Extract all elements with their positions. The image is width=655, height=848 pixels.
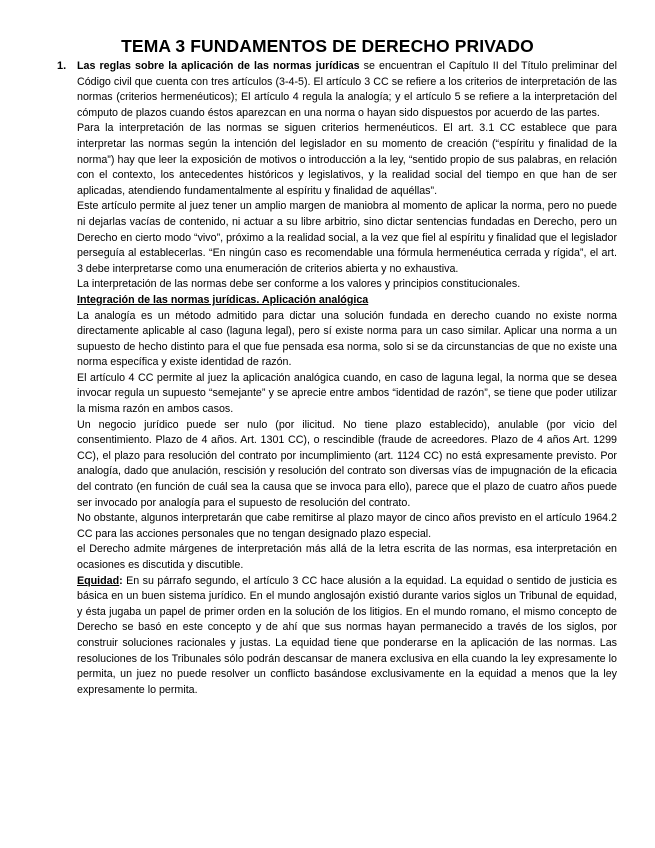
paragraph-article-4: El artículo 4 CC permite al juez la aplicación analógica cuando, en caso de laguna legal, la norma que se desea invocar regula un supuesto “semejante” y se aprecie entre ambos “identidad de razón”, se tiene que poder utilizar la misma razón en ambos casos. (77, 371, 617, 416)
equity-colon: : (119, 574, 123, 587)
equity-text: En su párrafo segundo, el artículo 3 CC hace alusión a la equidad. La equidad o sentido de justicia es básica en un buen sistema jurídico. En el mundo anglosajón existió durante varios siglos un Tribunal de equidad, y ésta jugaba un papel de primer orden en la solución de los litigios. En el mundo romano, el mismo concepto de Derecho se basó en este concepto y de ahí que sus normas hayan permanecido a través de los siglos, por construir soluciones racionales y justas. La equidad tiene que ponderarse en la aplicación de las normas. Las resoluciones de los Tribunales sólo podrán descansar de manera exclusiva en ella cuando la ley expresamente lo permita, un juez no puede resolver un conflicto basándose exclusivamente en la equidad a menos que la ley expresamente lo permita. (77, 574, 617, 696)
list-item-number: 1. (57, 60, 67, 72)
paragraph-interpretation-criteria: Para la interpretación de las normas se siguen criterios hermenéuticos. El art. 3.1 CC establece que para interpretar las normas según la intención del legislador en su momento de creación (“espíritu y finalidad de la norma”) hay que leer la exposición de motivos o introducción a la ley, “sentido propio de sus palabras, en relación con el contexto, los antecedentes históricos y legislativos, y la realidad social del tiempo en que han de ser aplicadas, atendiendo fundamentalmente al espíritu y finalidad de aquéllas”. (77, 122, 617, 197)
paragraph-legal-business: Un negocio jurídico puede ser nulo (por ilicitud. No tiene plazo establecido), anulable (por vicio del consentimiento. Plazo de 4 años. Art. 1301 CC), o rescindible (fraude de acreedores. Plazo de 4 años Art. 1299 CC), el plazo para resolución del contrato por incumplimiento (art. 1124 CC) no está expresamente previsto. Por analogía, dado que anulación, rescisión y resolución del contrato son diversas vías de impugnación de la eficacia del contrato (en función de cuál sea la causa que se invoca para ello), parece que el plazo de cuatro años puede ser invocado por analogía para el supuesto de resolución del contrato. (77, 418, 617, 509)
paragraph-analogy-method: La analogía es un método admitido para dictar una solución fundada en derecho cuando no existe norma directamente aplicable al caso (laguna legal), pero sí existe norma para un caso similar. Aplicar una norma a un supuesto de hecho distinto para el que fue pensada esa norma, solo si se da circunstancias de que no existe una norma específica y existe identidad de razón. (77, 309, 617, 369)
paragraph-alternative-interpretation: No obstante, algunos interpretarán que cabe remitirse al plazo mayor de cinco años previsto en el artículo 1964.2 CC para las acciones personales que no tengan designado plazo especial. (77, 512, 617, 540)
document-body (77, 59, 617, 698)
section-heading-analogy: Integración de las normas jurídicas. Aplicación analógica (77, 293, 369, 306)
paragraph-equity (77, 574, 617, 699)
paragraph-rules-lead: Las reglas sobre la aplicación de las normas jurídicas (77, 60, 360, 72)
paragraph-rules (77, 59, 617, 121)
equity-label: Equidad (77, 574, 120, 587)
paragraph-constitutional: La interpretación de las normas debe ser conforme a los valores y principios constitucionales. (77, 278, 521, 291)
paragraph-rules-text: se encuentran el Capítulo II del Título preliminar del Código civil que cuenta con tres artículos (3-4-5). El artículo 3 CC se refiere a los criterios de interpretación de las normas (criterios hermenéuticos); El artículo 4 regula la analogía; y el artículo 5 se refiere a la interpretación del cómputo de plazos cuando éstos aparezcan en una norma o hayan sido dispuestos por acuerdo de las partes. (77, 60, 617, 119)
paragraph-judge-margin: Este artículo permite al juez tener un amplio margen de maniobra al momento de aplicar la norma, pero no puede ni dejarlas vacías de contenido, ni actuar a su libre arbitrio, sino dictar sentencias fundadas en Derecho, pero un Derecho en cierto modo “vivo”, próximo a la realidad social, a la vez que fiel al espíritu y finalidad que el legislador perseguía al establecerlas. “En ningún caso es recomendable una fórmula hermenéutica cerrada y rígida”, el art. 3 debe interpretarse como una enumeración de criterios abierta y no exhaustiva. (77, 200, 618, 275)
paragraph-interpretation-margins: el Derecho admite márgenes de interpretación más allá de la letra escrita de las normas, esa interpretación en ocasiones es discutida y discutible. (77, 543, 617, 571)
document-title: TEMA 3 FUNDAMENTOS DE DERECHO PRIVADO (121, 36, 534, 56)
